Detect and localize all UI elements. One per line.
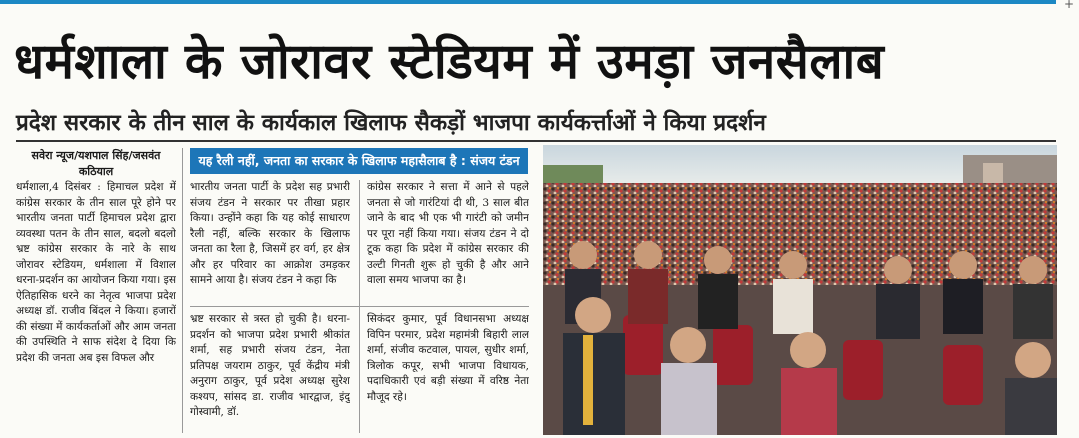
column-3-top [367,180,529,305]
byline: सवेरा न्यूज/यशपाल सिंह/जसवंत कठियाल [31,149,161,178]
top-rule [0,0,1056,4]
column-3-top-text: कांग्रेस सरकार ने सत्ता में आने से पहले जनता से जो गारंटियां दी थी, 3 साल बीत जाने के बाद भी एक भी गारंटी को जमीन पर पूरा नहीं किया गया। संजय टंडन ने दो टूक कहा कि प्रदेश में कांग्रेस सरकार की उल्टी गिनती शुरू हो चुकी है और आने वाला समय भाजपा का है। [367,181,529,286]
quote-banner: यह रैली नहीं, जनता का सरकार के खिलाफ महासैलाब है : संजय टंडन [190,148,528,174]
divider [16,140,1056,142]
column-1-text: धर्मशाला,4 दिसंबर : हिमाचल प्रदेश में कांग्रेस सरकार के तीन साल पूरे होने पर भारतीय जनता पार्टी हिमाचल प्रदेश द्वारा व्यवस्था पतन के तीन साल, बदलो बदलो भ्रष्ट कांग्रेस सरकार के नारे के साथ जोरावर स्टेडियम, धर्मशाला में विशाल धरना-प्रदर्शन का आयोजन किया गया। इस ऐतिहासिक धरने का नेतृत्व भाजपा प्रदेश अध्यक्ष डॉ. राजीव बिंदल ने किया। हजारों की संख्या में कार्यकर्ताओं और आम जनता की उपस्थिति ने साफ संदेश दे दिया कि प्रदेश की जनता अब इस विफल और [16,181,176,364]
column-2-bottom-text: भ्रष्ट सरकार से त्रस्त हो चुकी है। धरना-प्रदर्शन को भाजपा प्रदेश प्रभारी श्रीकांत शर्मा, सह प्रभारी संजय टंडन, नेता प्रतिपक्ष जयराम ठाकुर, पूर्व केंद्रीय मंत्री अनुराग ठाकुर, पूर्व प्रदेश अध्यक्ष सुरेश कश्यप, सांसद डा. राजीव भारद्वाज, इंदु गोस्वामी, डॉ. [190,313,350,418]
rally-photo [543,145,1057,435]
column-3-bottom-text: सिकंदर कुमार, पूर्व विधानसभा अध्यक्ष विपिन परमार, प्रदेश महामंत्री बिहारी लाल शर्मा, संजीव कटवाल, पायल, सुधीर शर्मा, त्रिलोक कपूर, सभी भाजपा विधायक, पदाधिकारी एवं बड़ी संख्या में वरिष्ठ नेता मौजूद रहे। [367,313,529,403]
column-3-bottom [367,312,529,432]
headline: धर्मशाला के जोरावर स्टेडियम में उमड़ा जनसैलाब [14,33,885,90]
column-1 [16,148,176,433]
column-divider [182,148,183,433]
column-2-bottom [190,312,350,432]
section-divider [190,306,529,307]
column-2-top-text: भारतीय जनता पार्टी के प्रदेश सह प्रभारी संजय टंडन ने सरकार पर तीखा प्रहार किया। उन्होंने कहा कि यह कोई साधारण रैली नहीं, बल्कि सरकार के खिलाफ जनता का रैला है, जिसमें हर वर्ग, हर क्षेत्र और हर परिवार का आक्रोश उमड़कर सामने आया है। संजय टंडन ने कहा कि [190,181,350,286]
column-2-top [190,180,350,305]
crop-mark: + [1064,0,1075,11]
subheadline: प्रदेश सरकार के तीन साल के कार्यकाल खिलाफ सैकड़ों भाजपा कार्यकर्त्ताओं ने किया प्रदर्शन [16,110,766,136]
